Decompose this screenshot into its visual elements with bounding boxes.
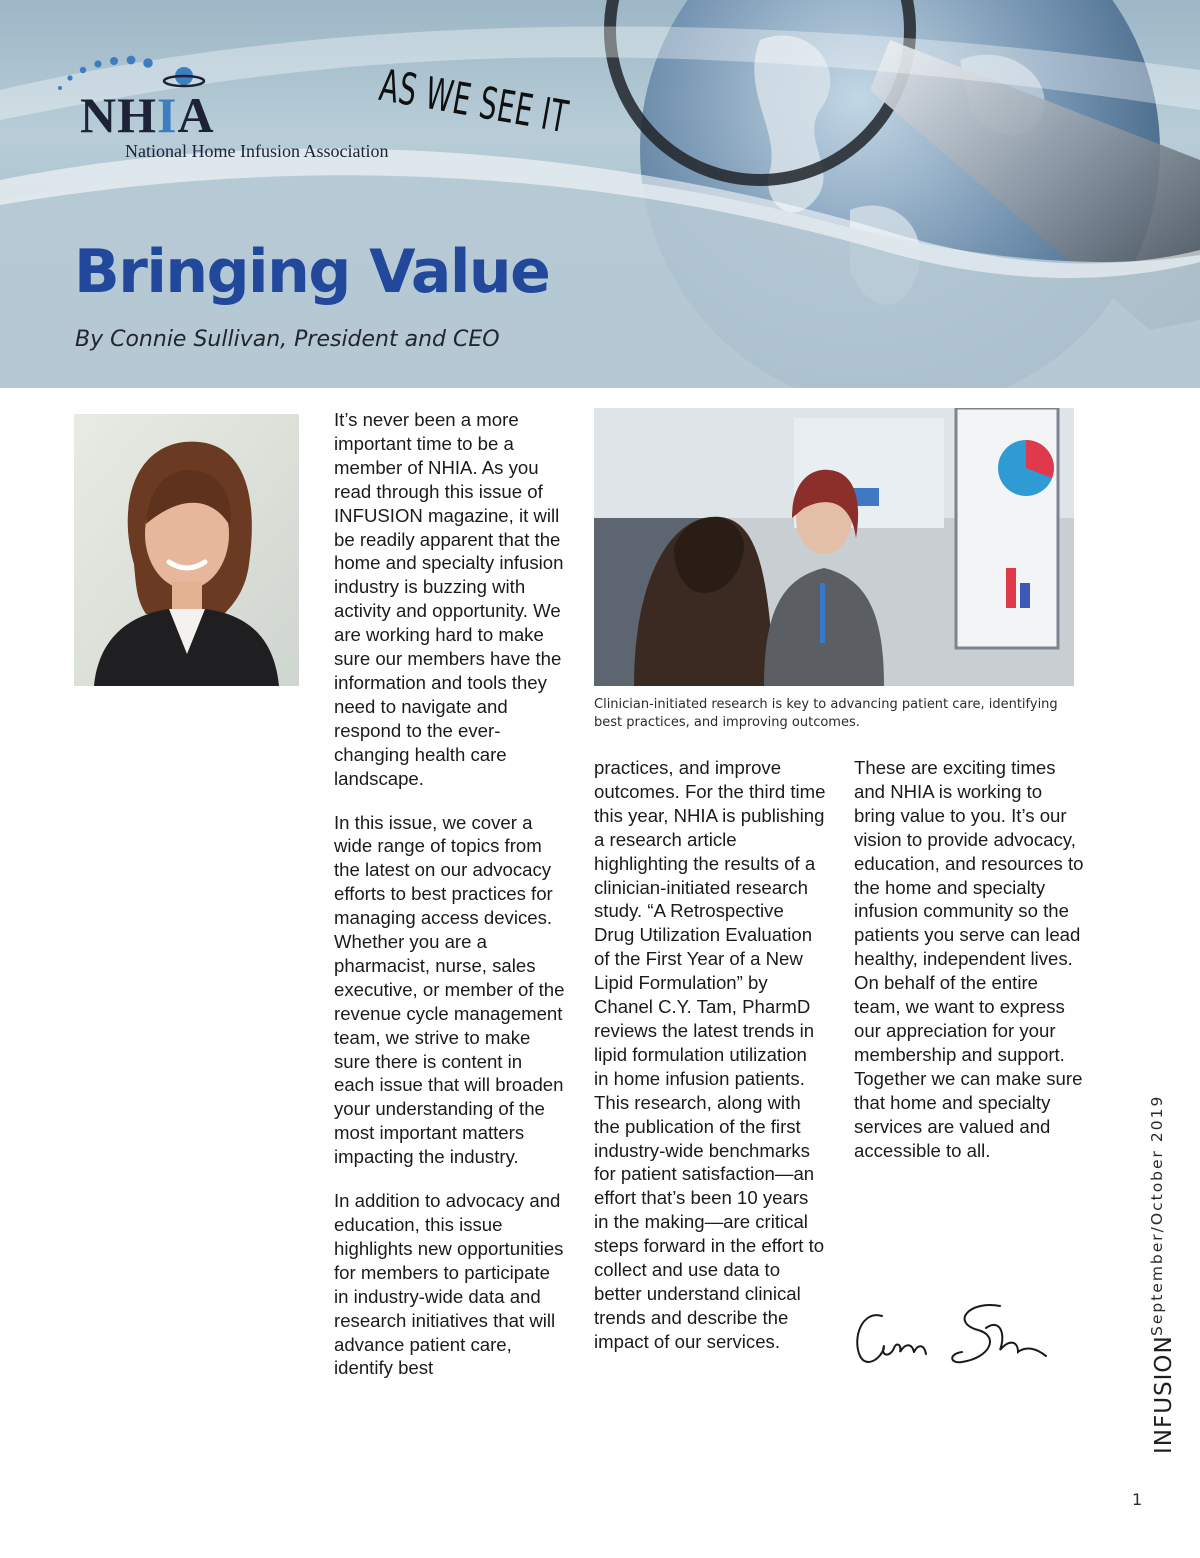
issue-date: September/October 2019 [1148, 1094, 1166, 1336]
article-title: Bringing Value [74, 237, 550, 307]
photo-caption: Clinician-initiated research is key to advancing patient care, identifying best practices, and improving outcomes. [594, 697, 1058, 730]
article-column-1 [334, 408, 566, 1400]
paragraph: practices, and improve outcomes. For the third time this year, NHIA is publishing a research article highlighting the results of a clinician-initiated research study. “A Retrospective Drug Utilization Evaluation of the First Year of a New Lipid Formulation” by Chanel C.Y. Tam, PharmD reviews the latest trends in lipid formulation utilization in home infusion patients. This research, along with the publication of the first industry-wide benchmarks for patient satisfaction—an effort that’s been 10 years in the making—are critical steps forward in the effort to collect and use data to better understand clinical trends and describe the impact of our services. [594, 757, 826, 1352]
author-portrait [74, 414, 299, 686]
paragraph: In this issue, we cover a wide range of topics from the latest on our advocacy efforts to best practices for managing access devices. Whether you are a pharmacist, nurse, sales executive, or member of the revenue cycle management team, we strive to make sure there is content in each issue that will broaden your understanding of the most important matters impacting the industry. [334, 811, 565, 1168]
magazine-name: INFUSION [1151, 1335, 1177, 1454]
article-column-2 [594, 756, 826, 1374]
paragraph: It’s never been a more important time to be a member of NHIA. As you read through this issue of INFUSION magazine, it will be readily apparent that the home and specialty infusion industry is buzzing with activity and opportunity. We are working hard to make sure our members have the information and tools they need to navigate and respond to the ever-changing health care landscape. [334, 409, 564, 789]
paragraph: These are exciting times and NHIA is working to bring value to you. It’s our vision to provide advocacy, education, and resources to the home and specialty infusion community so the patients you serve can lead healthy, independent lives. On behalf of the entire team, we want to express our appreciation for your membership and support. Together we can make sure that home and specialty services are valued and accessible to all. [854, 757, 1084, 1161]
logo-wordmark: NHIA [80, 87, 215, 143]
section-kicker: AS WE SEE IT [375, 60, 572, 144]
paragraph: In addition to advocacy and education, this issue highlights new opportunities for members to participate in industry-wide data and research initiatives that will advance patient care, identify best [334, 1190, 564, 1379]
author-signature [850, 1298, 1060, 1374]
logo-organization-name: National Home Infusion Association [125, 141, 389, 161]
article-column-3 [854, 756, 1086, 1182]
conference-photo [594, 408, 1074, 686]
nhia-logo[interactable] [52, 52, 432, 172]
article-byline: By Connie Sullivan, President and CEO [75, 327, 500, 352]
page-number: 1 [1132, 1490, 1143, 1509]
header-banner [0, 0, 1200, 388]
